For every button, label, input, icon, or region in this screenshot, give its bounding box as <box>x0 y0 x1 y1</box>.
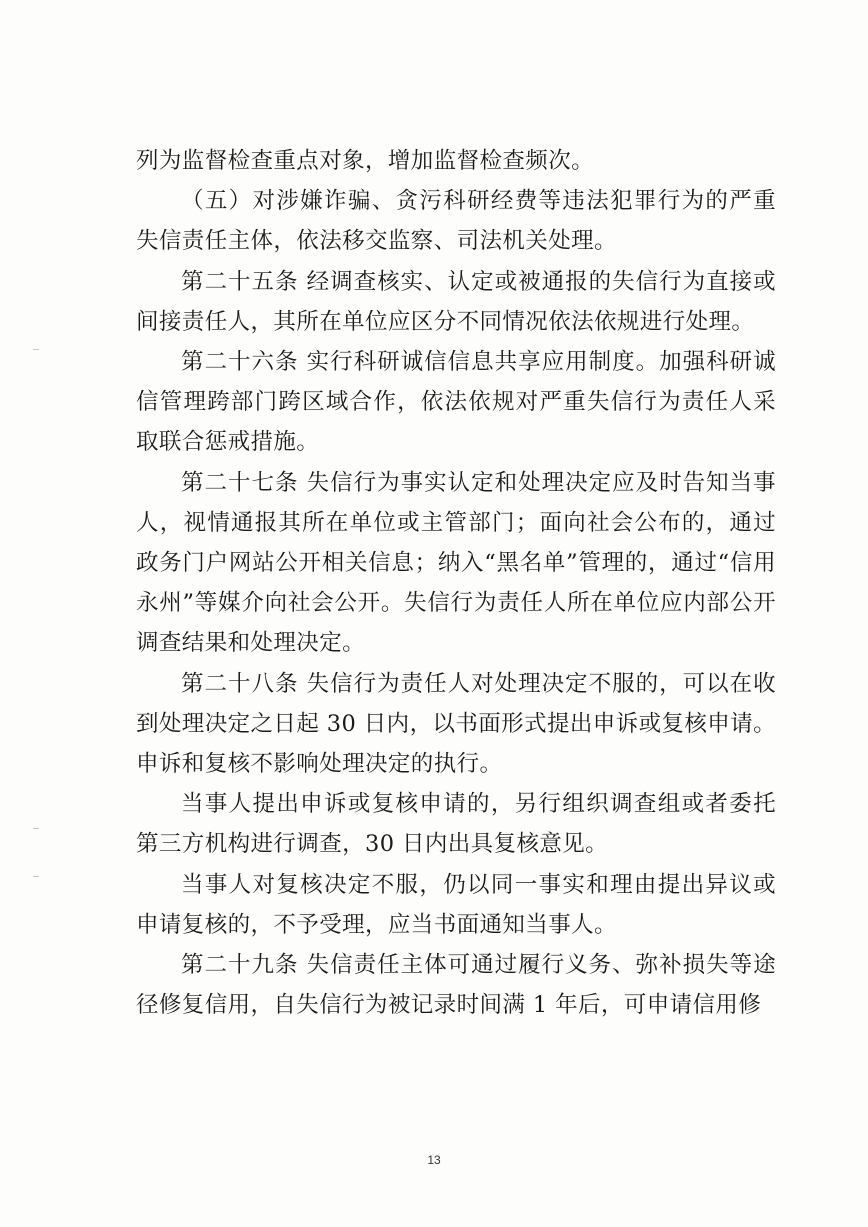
page-number: 13 <box>427 1153 441 1167</box>
scan-mark <box>33 349 39 350</box>
scan-mark <box>33 828 39 829</box>
article-25: 第二十五条 经调查核实、认定或被通报的失信行为直接或间接责任人，其所在单位应区分不同情况依法依规进行处理。 <box>136 268 776 335</box>
paragraph: 当事人提出申诉或复核申请的，另行组织调查组或者委托第三方机构进行调查，30 日内出具复核意见。 <box>136 791 776 858</box>
paragraph: 当事人对复核决定不服，仍以同一事实和理由提出异议或申请复核的，不予受理，应当书面通知当事人。 <box>136 871 776 938</box>
article-28: 第二十八条 失信行为责任人对处理决定不服的，可以在收到处理决定之日起 30 日内，以书面形式提出申诉或复核申请。申诉和复核不影响处理决定的执行。 <box>136 670 776 778</box>
paragraph: （五）对涉嫌诈骗、贪污科研经费等违法犯罪行为的严重失信责任主体，依法移交监察、司法机关处理。 <box>136 188 776 255</box>
scan-mark <box>33 876 39 877</box>
paragraph: 列为监督检查重点对象，增加监督检查频次。 <box>136 148 595 174</box>
document-body <box>136 141 776 1025</box>
article-26: 第二十六条 实行科研诚信信息共享应用制度。加强科研诚信管理跨部门跨区域合作，依法依规对严重失信行为责任人采取联合惩戒措施。 <box>136 349 776 456</box>
article-29: 第二十九条 失信责任主体可通过履行义务、弥补损失等途径修复信用，自失信行为被记录时间满 1 年后，可申请信用修 <box>136 952 776 1019</box>
article-27: 第二十七条 失信行为事实认定和处理决定应及时告知当事人，视情通报其所在单位或主管部门；面向社会公布的，通过政务门户网站公开相关信息；纳入“黑名单”管理的，通过“信用永州”等媒介向社会公开。失信行为责任人所在单位应内部公开调查结果和处理决定。 <box>136 469 776 657</box>
